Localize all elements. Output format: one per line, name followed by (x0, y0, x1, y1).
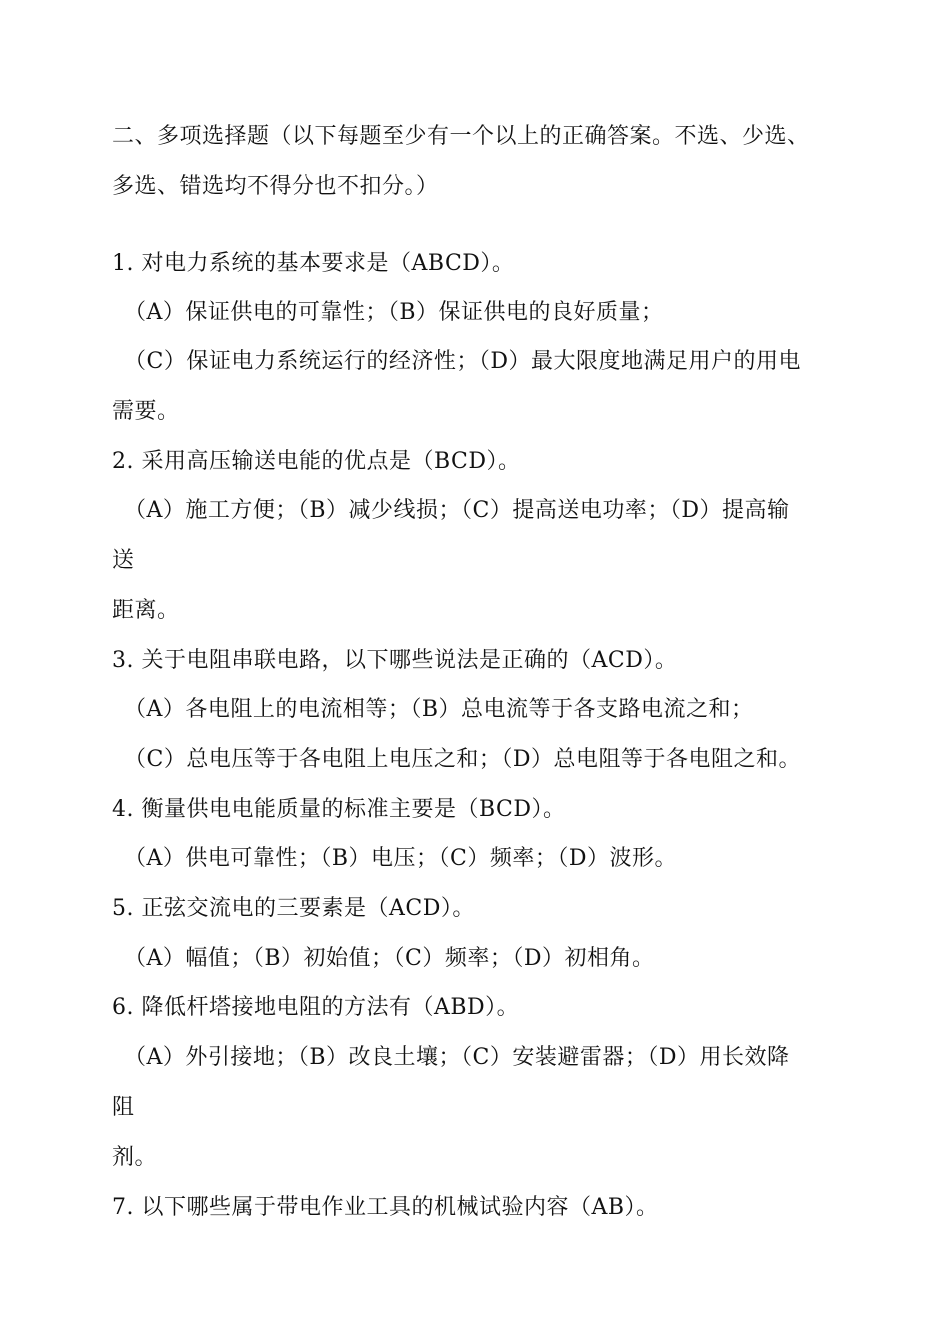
question-1-options-cd: （C）保证电力系统运行的经济性；（D）最大限度地满足用户的用电 (124, 349, 801, 374)
question-2-options: （A）施工方便；（B）减少线损；（C）提高送电功率；（D）提高输 (124, 498, 790, 523)
question-1-options-cd-continued: 需要。 (112, 399, 180, 424)
question-4: 4. 衡量供电电能质量的标准主要是（BCD）。 (112, 797, 566, 822)
question-5-options: （A）幅值；（B）初始值；（C）频率；（D）初相角。 (124, 946, 655, 971)
question-3-options-ab: （A）各电阻上的电流相等；（B）总电流等于各支路电流之和； (124, 697, 754, 722)
question-3-options-cd: （C）总电压等于各电阻上电压之和；（D）总电阻等于各电阻之和。 (124, 747, 801, 772)
question-1: 1. 对电力系统的基本要求是（ABCD）。 (112, 251, 515, 276)
section-heading-continued: 多选、错选均不得分也不扣分。） (112, 174, 439, 199)
section-heading: 二、多项选择题（以下每题至少有一个以上的正确答案。不选、少选、 (112, 124, 810, 149)
question-3: 3. 关于电阻串联电路，以下哪些说法是正确的（ACD）。 (112, 648, 678, 673)
question-6-options-continued: 阻 (112, 1095, 135, 1120)
question-2: 2. 采用高压输送电能的优点是（BCD）。 (112, 449, 521, 474)
question-6: 6. 降低杆塔接地电阻的方法有（ABD）。 (112, 995, 520, 1020)
question-6-options-continued-2: 剂。 (112, 1145, 158, 1170)
question-5: 5. 正弦交流电的三要素是（ACD）。 (112, 896, 475, 921)
question-1-options-ab: （A）保证供电的可靠性；（B）保证供电的良好质量； (124, 300, 664, 325)
question-4-options: （A）供电可靠性；（B）电压；（C）频率；（D）波形。 (124, 846, 678, 871)
question-2-options-continued: 送 (112, 548, 135, 573)
question-6-options: （A）外引接地；（B）改良土壤；（C）安装避雷器；（D）用长效降 (124, 1045, 790, 1070)
question-2-options-continued-2: 距离。 (112, 598, 180, 623)
question-7: 7. 以下哪些属于带电作业工具的机械试验内容（AB）。 (112, 1195, 659, 1220)
